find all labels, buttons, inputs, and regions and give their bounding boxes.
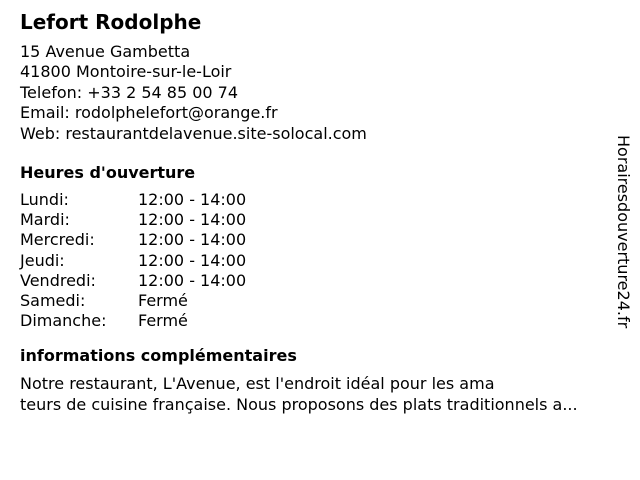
additional-info-title: informations complémentaires (20, 346, 297, 366)
day-label: Dimanche: (20, 311, 107, 331)
watermark-text: Horairesdouverture24.fr (614, 135, 633, 329)
hours-row-monday (20, 190, 610, 210)
time-value: Fermé (138, 291, 188, 311)
time-value: Fermé (138, 311, 188, 331)
business-name: Lefort Rodolphe (20, 10, 202, 34)
day-label: Lundi: (20, 190, 69, 210)
site-watermark (613, 135, 633, 375)
hours-row-sunday (20, 311, 610, 331)
hours-row-tuesday (20, 210, 610, 230)
hours-row-saturday (20, 291, 610, 311)
time-value: 12:00 - 14:00 (138, 190, 247, 210)
address-street: 15 Avenue Gambetta (20, 42, 191, 61)
time-value: 12:00 - 14:00 (138, 250, 247, 270)
description-line-1: Notre restaurant, L'Avenue, est l'endroit idéal pour les ama (20, 374, 495, 394)
hours-row-friday (20, 271, 610, 291)
day-label: Vendredi: (20, 270, 96, 290)
phone-line[interactable]: Telefon: +33 2 54 85 00 74 (20, 82, 239, 102)
time-value: 12:00 - 14:00 (138, 270, 247, 290)
web-line[interactable]: Web: restaurantdelavenue.site-solocal.com (20, 123, 367, 143)
day-label: Mardi: (20, 210, 70, 230)
opening-hours-title: Heures d'ouverture (20, 163, 196, 183)
time-value: 12:00 - 14:00 (138, 230, 247, 250)
day-label: Samedi: (20, 291, 86, 311)
description-line-2: teurs de cuisine française. Nous proposons des plats traditionnels a... (20, 395, 578, 415)
day-label: Mercredi: (20, 230, 95, 250)
time-value: 12:00 - 14:00 (138, 210, 247, 230)
email-line[interactable]: Email: rodolphelefort@orange.fr (20, 103, 278, 123)
business-card (20, 8, 610, 415)
hours-row-thursday (20, 251, 610, 271)
opening-hours-table (20, 190, 610, 331)
address-city: 41800 Montoire-sur-le-Loir (20, 62, 232, 82)
hours-row-wednesday (20, 230, 610, 250)
day-label: Jeudi: (20, 250, 65, 270)
